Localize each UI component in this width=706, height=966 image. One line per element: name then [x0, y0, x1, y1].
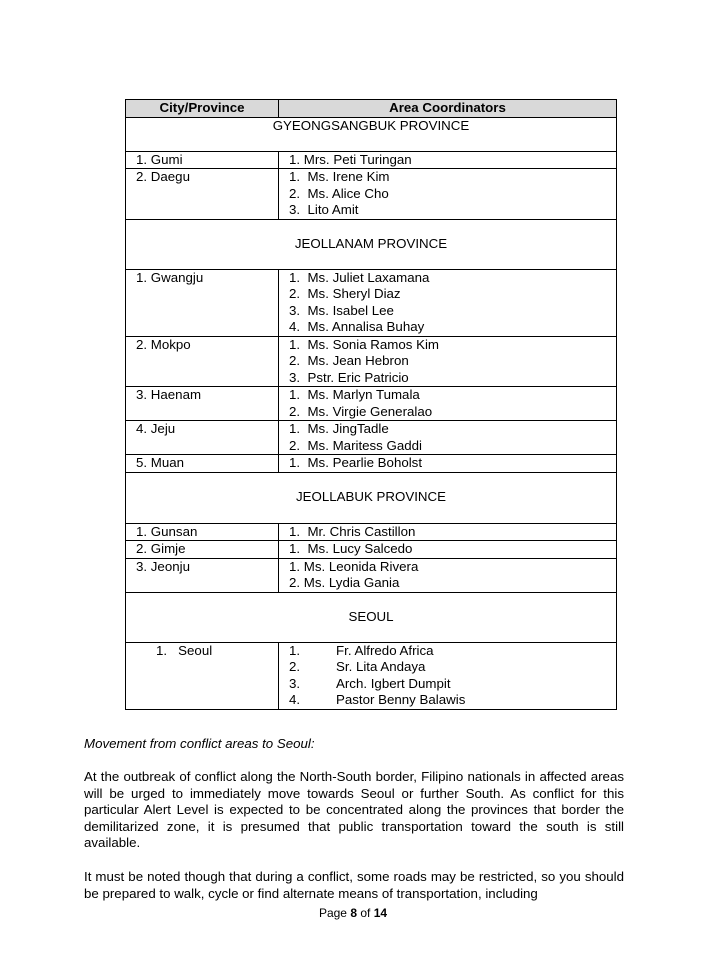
coordinators-cell	[279, 421, 617, 455]
city-cell: 5. Muan	[126, 455, 279, 473]
table-row	[126, 151, 617, 169]
paragraph: At the outbreak of conflict along the North-South border, Filipino nationals in affected areas will be urged to immediately move towards Seoul or further South. As conflict for this particular Alert Level is expected to be concentrated along the provinces that border the demilitarized zone, it is presumed that public transportation toward the south is still available.	[84, 769, 624, 850]
coordinators-cell	[279, 455, 617, 473]
city-cell: 2. Mokpo	[126, 336, 279, 387]
coordinator-name: Arch. Igbert Dumpit	[336, 675, 451, 691]
coordinators-cell	[279, 336, 617, 387]
item-number: 1.	[289, 642, 301, 658]
table-row	[126, 642, 617, 709]
coordinators-cell	[279, 558, 617, 592]
coordinator-item: 1. Mr. Chris Castillon	[289, 523, 416, 539]
coordinator-item: 1. Ms. Juliet Laxamana	[289, 269, 430, 285]
item-number: 4.	[289, 692, 301, 707]
city-cell: 4. Jeju	[126, 421, 279, 455]
total-pages: 14	[373, 906, 388, 920]
city-cell: 1. Gwangju	[126, 269, 279, 336]
coordinators-cell	[279, 387, 617, 421]
coordinator-item	[289, 692, 616, 709]
province-row	[126, 472, 617, 523]
table-row	[126, 455, 617, 473]
table-row	[126, 523, 617, 541]
coordinator-name: Pastor Benny Balawis	[336, 692, 466, 707]
coordinator-item: 1. Ms. Lucy Salcedo	[289, 541, 413, 556]
coordinator-item: 3. Pstr. Eric Patricio	[289, 369, 409, 385]
province-row	[126, 592, 617, 642]
coordinator-item: 1. Ms. Marlyn Tumala	[289, 387, 420, 402]
city-cell: 2. Gimje	[126, 541, 279, 559]
coordinator-name: Sr. Lita Andaya	[336, 659, 426, 674]
coordinator-name: Fr. Alfredo Africa	[336, 642, 434, 658]
coordinator-item: 1. Ms. Pearlie Boholst	[289, 455, 423, 470]
coordinator-item: 1. Ms. Irene Kim	[289, 169, 390, 184]
city-cell: 3. Haenam	[126, 387, 279, 421]
coordinator-item: 1. Ms. Leonida Rivera	[289, 558, 419, 574]
table-row	[126, 169, 617, 220]
coordinator-item: 1. Mrs. Peti Turingan	[289, 151, 412, 167]
table-row	[126, 336, 617, 387]
coordinator-item: 4. Ms. Annalisa Buhay	[289, 319, 425, 334]
header-area-coordinators: Area Coordinators	[279, 100, 617, 118]
coordinators-cell	[279, 523, 617, 541]
city-cell: 1. Gunsan	[126, 523, 279, 541]
province-row	[126, 219, 617, 269]
coordinator-item	[289, 676, 616, 693]
item-number: 3.	[289, 675, 301, 691]
province-row	[126, 117, 617, 151]
paragraph: It must be noted though that during a conflict, some roads may be restricted, so you should be prepared to walk, cycle or find alternate means of transportation, including	[84, 869, 624, 901]
coordinators-cell	[279, 269, 617, 336]
coordinators-cell	[279, 169, 617, 220]
table-row	[126, 421, 617, 455]
table-row	[126, 387, 617, 421]
coordinator-item: 2. Ms. Maritess Gaddi	[289, 437, 423, 453]
coordinator-item: 3. Lito Amit	[289, 202, 359, 217]
province-name: JEOLLABUK PROVINCE	[126, 472, 617, 523]
footer-of: of	[360, 906, 371, 920]
current-page: 8	[350, 906, 357, 920]
coordinators-cell	[279, 151, 617, 169]
city-cell: 1. Seoul	[126, 642, 279, 709]
coordinator-item: 2. Ms. Jean Hebron	[289, 353, 409, 368]
table-row	[126, 541, 617, 559]
coordinator-item: 2. Ms. Alice Cho	[289, 185, 389, 201]
coordinator-item: 2. Ms. Lydia Gania	[289, 575, 400, 590]
coordinators-cell	[279, 541, 617, 559]
city-cell: 2. Daegu	[126, 169, 279, 220]
section-heading: Movement from conflict areas to Seoul:	[84, 736, 315, 751]
coordinator-item: 1. Ms. Sonia Ramos Kim	[289, 336, 440, 352]
coordinator-item: 2. Ms. Virgie Generalao	[289, 403, 433, 419]
coordinators-table	[125, 99, 617, 710]
header-city-province: City/Province	[126, 100, 279, 118]
coordinator-item	[289, 643, 616, 660]
item-number: 2.	[289, 659, 301, 674]
city-cell: 1. Gumi	[126, 151, 279, 169]
province-name: SEOUL	[126, 592, 617, 642]
coordinator-item: 1. Ms. JingTadle	[289, 421, 389, 436]
coordinators-cell	[279, 642, 617, 709]
page-footer	[0, 906, 706, 920]
coordinator-item: 3. Ms. Isabel Lee	[289, 302, 394, 318]
province-name: GYEONGSANGBUK PROVINCE	[126, 117, 617, 151]
table-row	[126, 269, 617, 336]
coordinator-item: 2. Ms. Sheryl Diaz	[289, 286, 401, 301]
table-row	[126, 558, 617, 592]
coordinator-item	[289, 659, 616, 676]
footer-page-label: Page	[318, 906, 347, 920]
province-name: JEOLLANAM PROVINCE	[126, 219, 617, 269]
city-cell: 3. Jeonju	[126, 558, 279, 592]
